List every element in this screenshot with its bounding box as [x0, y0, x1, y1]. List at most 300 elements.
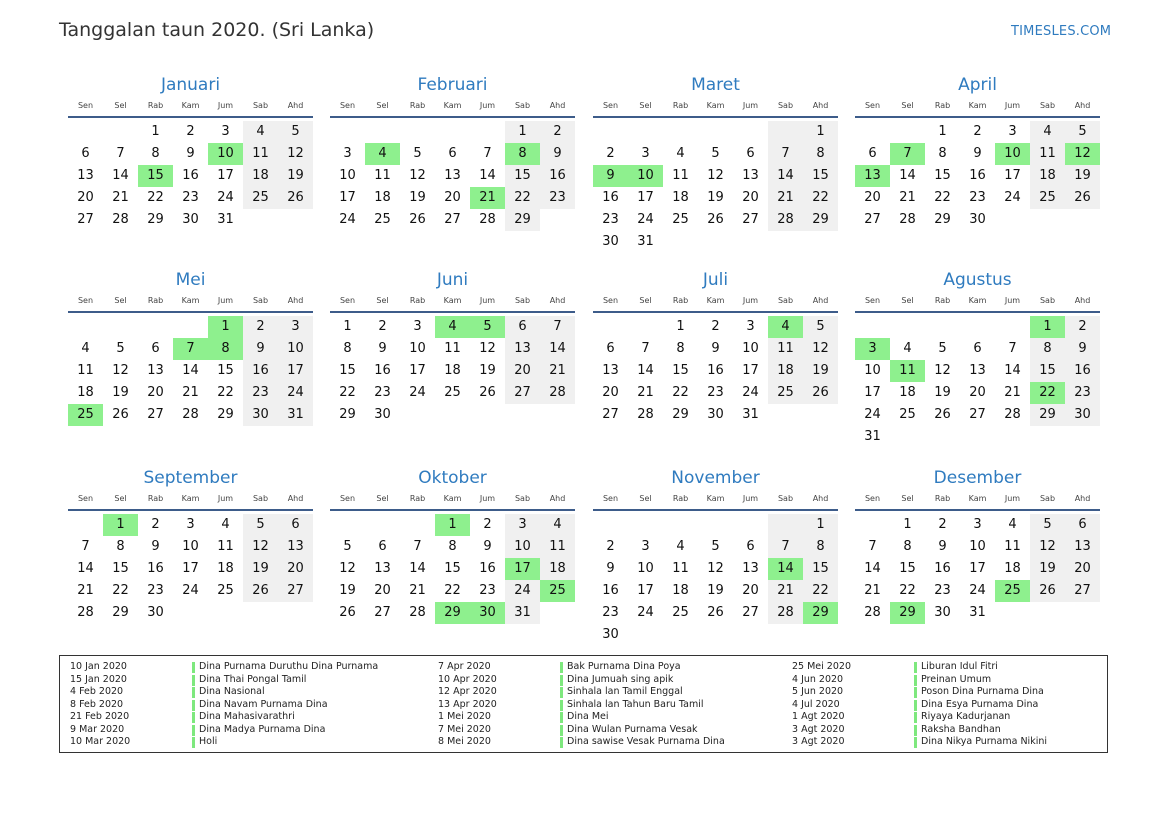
day-cell: 19	[243, 558, 278, 580]
day-cell: 19	[409, 190, 426, 205]
day-empty	[243, 209, 278, 231]
day-cell: 21	[899, 190, 916, 205]
weekday-label: Rab	[147, 101, 164, 110]
day-cell: 5	[1030, 514, 1065, 536]
day-cell: 12	[803, 338, 838, 360]
day-cell: 30	[602, 627, 619, 642]
legend-column	[438, 661, 725, 749]
weekday-label: Sen	[339, 494, 356, 503]
day-empty	[173, 602, 208, 624]
day-cell: 28	[540, 382, 575, 404]
legend-item	[792, 711, 1047, 724]
day-cell: 18	[374, 190, 391, 205]
legend-item	[70, 674, 378, 687]
month-juli	[593, 269, 838, 426]
month-oktober	[330, 467, 575, 624]
header-rule	[330, 509, 575, 511]
month-februari	[330, 74, 575, 231]
month-name: September	[143, 468, 238, 488]
day-cell: 3	[641, 146, 650, 161]
day-cell: 28	[768, 602, 803, 624]
month-name: Desember	[933, 468, 1022, 488]
weekday-label: Sel	[114, 101, 127, 110]
holiday-marker	[560, 687, 563, 698]
month-januari	[68, 74, 313, 231]
weekday-header	[855, 293, 1100, 308]
holiday-name: Bak Purnama Dina Poya	[567, 661, 681, 672]
weekday-header	[68, 293, 313, 308]
day-cell: 1	[505, 121, 540, 143]
week-row	[855, 382, 1100, 404]
day-cell: 25	[217, 583, 234, 598]
month-name: Juni	[436, 270, 469, 290]
day-empty	[400, 404, 435, 426]
month-name: Januari	[160, 75, 221, 95]
day-empty	[855, 121, 890, 143]
day-cell: 2	[186, 124, 195, 139]
holiday-marker	[192, 712, 195, 723]
day-cell: 29	[934, 212, 951, 227]
day-cell: 17	[864, 385, 881, 400]
day-cell: 9	[606, 561, 615, 576]
day-cell: 4	[243, 121, 278, 143]
day-cell: 7	[890, 143, 925, 165]
weekday-label: Sel	[376, 494, 389, 503]
day-cell: 12	[243, 536, 278, 558]
day-cell: 29	[803, 209, 838, 231]
day-cell: 14	[112, 168, 129, 183]
day-cell: 15	[803, 558, 838, 580]
day-empty	[855, 316, 890, 338]
weekday-header	[330, 491, 575, 506]
weekday-label: Sen	[864, 101, 881, 110]
day-cell: 3	[278, 316, 313, 338]
day-cell: 14	[479, 168, 496, 183]
day-cell: 20	[742, 190, 759, 205]
weekday-label: Sab	[1039, 296, 1056, 305]
day-cell: 26	[707, 605, 724, 620]
holiday-marker	[192, 687, 195, 698]
day-cell: 18	[672, 190, 689, 205]
day-cell: 5	[470, 316, 505, 338]
day-empty	[470, 404, 505, 426]
day-cell: 29	[217, 407, 234, 422]
week-row	[68, 382, 313, 404]
day-cell: 25	[768, 382, 803, 404]
day-empty	[995, 426, 1030, 448]
day-cell: 18	[243, 165, 278, 187]
day-cell: 11	[768, 338, 803, 360]
day-cell: 17	[182, 561, 199, 576]
day-cell: 5	[1065, 121, 1100, 143]
holiday-name: Dina Nikya Purnama Nikini	[921, 736, 1047, 747]
weekday-label: Jum	[742, 296, 759, 305]
day-cell: 21	[1004, 385, 1021, 400]
day-cell: 16	[182, 168, 199, 183]
week-row	[855, 121, 1100, 143]
weekday-label: Sen	[602, 296, 619, 305]
day-cell: 28	[864, 605, 881, 620]
legend-item	[438, 674, 725, 687]
week-row	[593, 624, 838, 646]
day-cell: 31	[217, 212, 234, 227]
day-cell: 30	[374, 407, 391, 422]
weekday-label: Kam	[706, 494, 725, 503]
weekday-label: Rab	[672, 101, 689, 110]
header-rule	[68, 311, 313, 313]
day-cell: 26	[1030, 580, 1065, 602]
week-row	[68, 602, 313, 624]
day-empty	[330, 514, 365, 536]
weekday-label: Sab	[777, 296, 794, 305]
day-cell: 20	[278, 558, 313, 580]
day-cell: 2	[938, 517, 947, 532]
holiday-marker	[914, 725, 917, 736]
day-cell: 15	[505, 165, 540, 187]
day-empty	[330, 121, 365, 143]
holiday-date: 4 Jul 2020	[792, 698, 840, 710]
day-cell: 3	[973, 517, 982, 532]
week-row	[855, 165, 1100, 187]
day-cell: 25	[374, 212, 391, 227]
holiday-date: 1 Mei 2020	[438, 711, 491, 722]
weekday-label: Rab	[409, 494, 426, 503]
day-cell: 7	[116, 146, 125, 161]
day-cell: 26	[479, 385, 496, 400]
weekday-header	[593, 293, 838, 308]
week-row	[855, 602, 1100, 624]
weekday-label: Kam	[443, 494, 462, 503]
day-cell: 6	[81, 146, 90, 161]
holiday-date: 21 Feb 2020	[70, 711, 130, 722]
day-empty	[1030, 426, 1065, 448]
day-empty	[890, 121, 925, 143]
day-cell: 6	[606, 341, 615, 356]
day-cell: 19	[1065, 165, 1100, 187]
day-cell: 1	[676, 319, 685, 334]
weekday-label: Jum	[479, 296, 496, 305]
day-cell: 16	[707, 363, 724, 378]
weekday-header	[68, 98, 313, 113]
holiday-date: 10 Jan 2020	[70, 661, 127, 672]
day-cell: 12	[707, 561, 724, 576]
day-cell: 4	[1008, 517, 1017, 532]
day-cell: 19	[112, 385, 129, 400]
day-empty	[768, 404, 803, 426]
week-row	[593, 514, 838, 536]
day-cell: 27	[505, 382, 540, 404]
day-empty	[540, 404, 575, 426]
week-row	[68, 143, 313, 165]
holiday-marker	[914, 687, 917, 698]
day-cell: 17	[637, 583, 654, 598]
holiday-marker	[560, 737, 563, 748]
month-name: Mei	[175, 270, 206, 290]
week-row	[855, 558, 1100, 580]
day-cell: 25	[68, 404, 103, 426]
day-cell: 2	[606, 539, 615, 554]
day-empty	[103, 316, 138, 338]
weekday-label: Ahd	[812, 101, 829, 110]
day-cell: 1	[208, 316, 243, 338]
day-empty	[138, 316, 173, 338]
day-cell: 28	[112, 212, 129, 227]
day-cell: 30	[243, 404, 278, 426]
holiday-date: 9 Mar 2020	[70, 723, 125, 735]
day-cell: 20	[374, 583, 391, 598]
day-cell: 21	[768, 187, 803, 209]
day-cell: 10	[742, 341, 759, 356]
holiday-date: 5 Jun 2020	[792, 686, 844, 697]
day-empty	[68, 514, 103, 536]
holiday-marker	[192, 737, 195, 748]
weekday-label: Sel	[639, 296, 652, 305]
day-cell: 14	[768, 558, 803, 580]
day-cell: 19	[934, 385, 951, 400]
day-cell: 16	[602, 190, 619, 205]
weekday-label: Sab	[514, 296, 531, 305]
weekday-label: Sen	[864, 494, 881, 503]
day-cell: 24	[182, 583, 199, 598]
day-empty	[628, 316, 663, 338]
week-row	[68, 580, 313, 602]
holiday-name: Dina Mei	[567, 711, 609, 722]
day-cell: 14	[899, 168, 916, 183]
day-cell: 30	[707, 407, 724, 422]
holiday-marker	[914, 712, 917, 723]
day-cell: 22	[505, 187, 540, 209]
legend-item	[792, 736, 1047, 749]
day-cell: 24	[864, 407, 881, 422]
month-maret	[593, 74, 838, 253]
day-cell: 23	[969, 190, 986, 205]
week-row	[593, 360, 838, 382]
day-cell: 8	[1030, 338, 1065, 360]
day-empty	[663, 231, 698, 253]
day-cell: 18	[1030, 165, 1065, 187]
holiday-name: Raksha Bandhan	[921, 723, 1001, 735]
weekday-label: Sab	[777, 494, 794, 503]
day-cell: 1	[103, 514, 138, 536]
day-empty	[400, 121, 435, 143]
day-empty	[628, 514, 663, 536]
week-row	[593, 165, 838, 187]
legend-item	[70, 724, 378, 737]
week-row	[68, 360, 313, 382]
weekday-label: Sel	[639, 494, 652, 503]
day-cell: 10	[208, 143, 243, 165]
week-row	[593, 536, 838, 558]
day-cell: 6	[278, 514, 313, 536]
day-cell: 2	[606, 146, 615, 161]
day-cell: 7	[641, 341, 650, 356]
holiday-name: Dina sawise Vesak Purnama Dina	[567, 736, 725, 747]
day-cell: 5	[803, 316, 838, 338]
day-cell: 13	[969, 363, 986, 378]
weekday-label: Jum	[742, 101, 759, 110]
week-row	[330, 558, 575, 580]
day-cell: 13	[278, 536, 313, 558]
weekday-header	[593, 98, 838, 113]
holiday-name: Dina Jumuah sing apik	[567, 673, 674, 685]
weekday-label: Rab	[672, 494, 689, 503]
day-cell: 25	[672, 605, 689, 620]
day-cell: 15	[1030, 360, 1065, 382]
week-row	[855, 514, 1100, 536]
day-cell: 13	[1065, 536, 1100, 558]
holiday-name: Dina Purnama Duruthu Dina Purnama	[199, 661, 379, 672]
week-row	[330, 121, 575, 143]
day-cell: 23	[707, 385, 724, 400]
day-cell: 8	[803, 143, 838, 165]
month-name: Juli	[702, 270, 729, 290]
month-name: Oktober	[418, 468, 487, 488]
day-cell: 26	[112, 407, 129, 422]
day-cell: 31	[969, 605, 986, 620]
day-cell: 6	[1065, 514, 1100, 536]
day-cell: 30	[1065, 404, 1100, 426]
day-cell: 1	[151, 124, 160, 139]
day-empty	[435, 404, 470, 426]
day-cell: 11	[444, 341, 461, 356]
day-cell: 11	[540, 536, 575, 558]
day-cell: 11	[77, 363, 94, 378]
weekday-label: Jum	[479, 494, 496, 503]
weekday-label: Kam	[181, 101, 200, 110]
week-row	[593, 338, 838, 360]
holiday-name: Dina Navam Purnama Dina	[199, 698, 328, 710]
day-cell: 24	[637, 212, 654, 227]
weekday-label: Rab	[147, 494, 164, 503]
page-title: Tanggalan taun 2020. (Sri Lanka)	[59, 19, 375, 41]
weekday-label: Ahd	[1074, 494, 1091, 503]
day-cell: 29	[147, 212, 164, 227]
holiday-date: 7 Apr 2020	[438, 661, 491, 672]
day-empty	[1065, 209, 1100, 231]
weekday-label: Ahd	[287, 494, 304, 503]
day-cell: 1	[903, 517, 912, 532]
day-cell: 24	[637, 605, 654, 620]
day-cell: 18	[540, 558, 575, 580]
day-cell: 24	[742, 385, 759, 400]
day-cell: 12	[1065, 143, 1100, 165]
day-empty	[435, 121, 470, 143]
day-empty	[1065, 602, 1100, 624]
legend-column	[70, 661, 378, 749]
weekday-label: Ahd	[812, 296, 829, 305]
legend-item	[438, 661, 725, 674]
day-cell: 11	[374, 168, 391, 183]
week-row	[593, 316, 838, 338]
day-cell: 20	[742, 583, 759, 598]
weekday-label: Sel	[901, 296, 914, 305]
day-cell: 6	[868, 146, 877, 161]
week-row	[593, 558, 838, 580]
day-empty	[855, 514, 890, 536]
day-cell: 27	[969, 407, 986, 422]
day-empty	[698, 624, 733, 646]
day-cell: 9	[378, 341, 387, 356]
holiday-date: 1 Agt 2020	[792, 711, 845, 722]
day-cell: 8	[343, 341, 352, 356]
day-empty	[733, 624, 768, 646]
day-cell: 19	[1030, 558, 1065, 580]
week-row	[330, 382, 575, 404]
weekday-label: Ahd	[549, 296, 566, 305]
week-row	[593, 209, 838, 231]
day-cell: 23	[602, 212, 619, 227]
day-cell: 19	[479, 363, 496, 378]
month-juni	[330, 269, 575, 426]
day-empty	[628, 121, 663, 143]
weekday-label: Sel	[639, 101, 652, 110]
day-cell: 10	[182, 539, 199, 554]
day-cell: 7	[413, 539, 422, 554]
day-cell: 16	[969, 168, 986, 183]
day-cell: 18	[672, 583, 689, 598]
holiday-name: Dina Mahasivarathri	[199, 711, 295, 722]
day-cell: 15	[444, 561, 461, 576]
legend-item	[792, 699, 1047, 712]
day-cell: 21	[470, 187, 505, 209]
weekday-label: Sel	[114, 296, 127, 305]
day-cell: 9	[593, 165, 628, 187]
holiday-date: 3 Agt 2020	[792, 736, 845, 747]
day-empty	[663, 624, 698, 646]
day-cell: 10	[339, 168, 356, 183]
day-cell: 26	[1065, 187, 1100, 209]
day-cell: 20	[864, 190, 881, 205]
day-cell: 23	[602, 605, 619, 620]
day-empty	[995, 316, 1030, 338]
day-cell: 27	[1065, 580, 1100, 602]
weekday-label: Ahd	[287, 101, 304, 110]
month-april	[855, 74, 1100, 231]
day-cell: 4	[768, 316, 803, 338]
day-cell: 11	[217, 539, 234, 554]
day-cell: 12	[707, 168, 724, 183]
day-cell: 14	[182, 363, 199, 378]
day-empty	[698, 231, 733, 253]
legend-item	[438, 699, 725, 712]
day-empty	[365, 514, 400, 536]
weekday-label: Sel	[901, 494, 914, 503]
weekday-header	[593, 491, 838, 506]
day-cell: 29	[890, 602, 925, 624]
day-cell: 17	[409, 363, 426, 378]
day-cell: 1	[803, 514, 838, 536]
weekday-label: Jum	[217, 494, 234, 503]
legend-item	[792, 724, 1047, 737]
day-empty	[925, 426, 960, 448]
day-cell: 18	[768, 360, 803, 382]
day-cell: 20	[147, 385, 164, 400]
site-link[interactable]: TIMESLES.COM	[1011, 24, 1112, 39]
header-rule	[68, 509, 313, 511]
week-row	[68, 558, 313, 580]
day-cell: 4	[903, 341, 912, 356]
weekday-label: Sel	[376, 101, 389, 110]
day-cell: 5	[711, 146, 720, 161]
day-cell: 20	[77, 190, 94, 205]
day-cell: 5	[711, 539, 720, 554]
week-row	[68, 404, 313, 426]
day-cell: 10	[409, 341, 426, 356]
day-cell: 5	[116, 341, 125, 356]
day-cell: 23	[374, 385, 391, 400]
weekday-label: Sen	[602, 494, 619, 503]
weekday-label: Rab	[934, 296, 951, 305]
